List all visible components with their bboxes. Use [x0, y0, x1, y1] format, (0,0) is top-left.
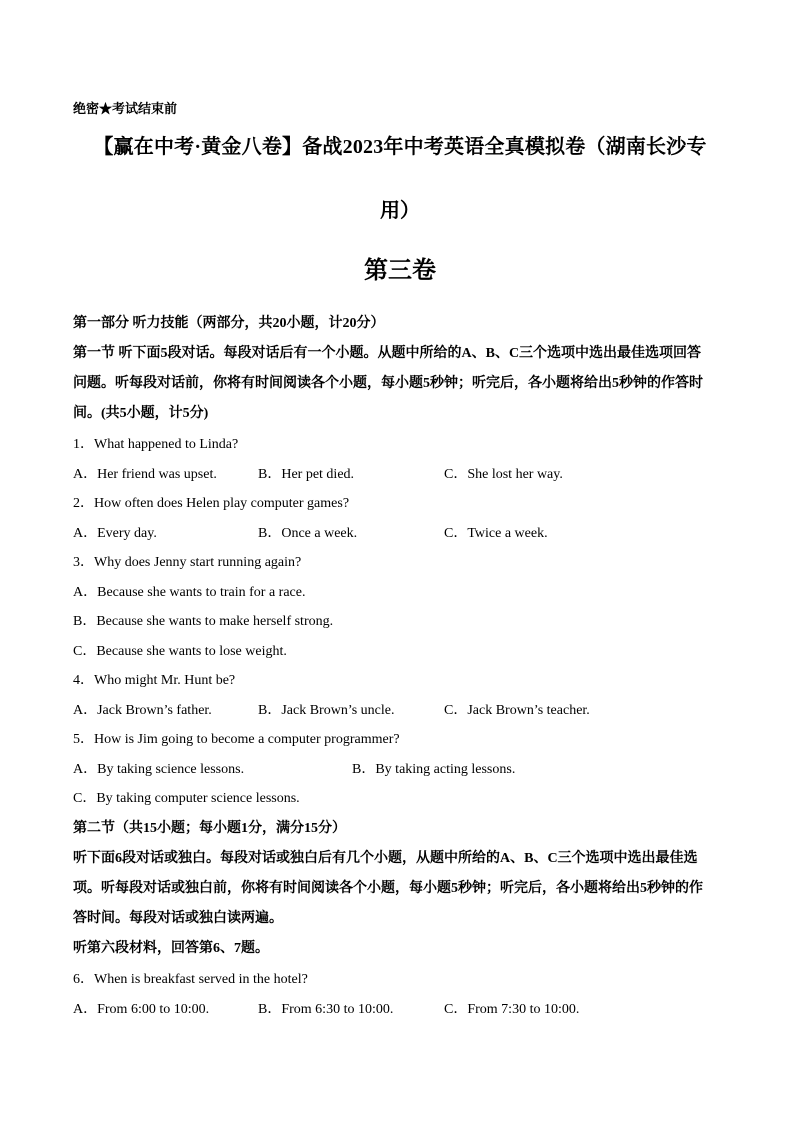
section1-instruction-line1: 第一节 听下面5段对话。每段对话后有一个小题。从题中所给的A、B、C三个选项中选出最佳选项回答	[73, 346, 702, 361]
question-2-option-b: B．Once a week.	[258, 526, 358, 541]
section2-instruction-line1: 听下面6段对话或独白。每段对话或独白后有几个小题，从题中所给的A、B、C三个选项中选出最佳选	[73, 851, 698, 866]
question-3-option-a: A．Because she wants to train for a race.	[73, 585, 306, 600]
question-3-stem: 3．Why does Jenny start running again?	[73, 555, 302, 570]
volume-title: 第三卷	[364, 258, 436, 284]
confidential-label: 绝密★考试结束前	[73, 101, 178, 116]
question-4-option-a: A．Jack Brown’s father.	[73, 703, 212, 718]
question-2-option-c: C．Twice a week.	[444, 526, 548, 541]
section1-instruction-line2: 问题。听每段对话前，你将有时间阅读各个小题，每小题5秒钟；听完后，各小题将给出5秒钟的作答时	[73, 376, 703, 391]
section1-instruction-line3: 间。(共5小题，计5分)	[73, 406, 209, 421]
exam-title-line1: 【赢在中考·黄金八卷】备战2023年中考英语全真模拟卷（湖南长沙专	[93, 136, 707, 158]
question-6-option-c: C．From 7:30 to 10:00.	[444, 1002, 580, 1017]
question-3-option-c: C．Because she wants to lose weight.	[73, 644, 287, 659]
question-5-option-c: C．By taking computer science lessons.	[73, 791, 300, 806]
question-2-stem: 2．How often does Helen play computer games?	[73, 496, 350, 511]
question-3-option-b: B．Because she wants to make herself strong.	[73, 614, 334, 629]
question-4-stem: 4．Who might Mr. Hunt be?	[73, 673, 236, 688]
question-4-option-c: C．Jack Brown’s teacher.	[444, 703, 590, 718]
section2-instruction-line2: 项。听每段对话或独白前，你将有时间阅读各个小题，每小题5秒钟；听完后，各小题将给出5秒钟的作	[73, 881, 703, 896]
question-6-stem: 6．When is breakfast served in the hotel?	[73, 972, 308, 987]
question-1-option-b: B．Her pet died.	[258, 467, 355, 482]
question-1-stem: 1．What happened to Linda?	[73, 437, 239, 452]
section2-heading: 第二节（共15小题；每小题1分，满分15分）	[73, 821, 346, 836]
part1-heading: 第一部分 听力技能（两部分，共20小题，计20分）	[73, 316, 385, 331]
question-2-option-a: A．Every day.	[73, 526, 157, 541]
exam-title-line2: 用）	[380, 200, 420, 222]
question-6-option-a: A．From 6:00 to 10:00.	[73, 1002, 210, 1017]
question-5-stem: 5．How is Jim going to become a computer programmer?	[73, 732, 400, 747]
question-4-option-b: B．Jack Brown’s uncle.	[258, 703, 395, 718]
question-6-option-b: B．From 6:30 to 10:00.	[258, 1002, 394, 1017]
question-5-option-b: B．By taking acting lessons.	[352, 762, 516, 777]
section2-instruction-line3: 答时间。每段对话或独白读两遍。	[73, 911, 283, 926]
question-5-option-a: A．By taking science lessons.	[73, 762, 245, 777]
question-1-option-c: C．She lost her way.	[444, 467, 563, 482]
material-6-heading: 听第六段材料，回答第6、7题。	[73, 941, 269, 956]
question-1-option-a: A．Her friend was upset.	[73, 467, 217, 482]
